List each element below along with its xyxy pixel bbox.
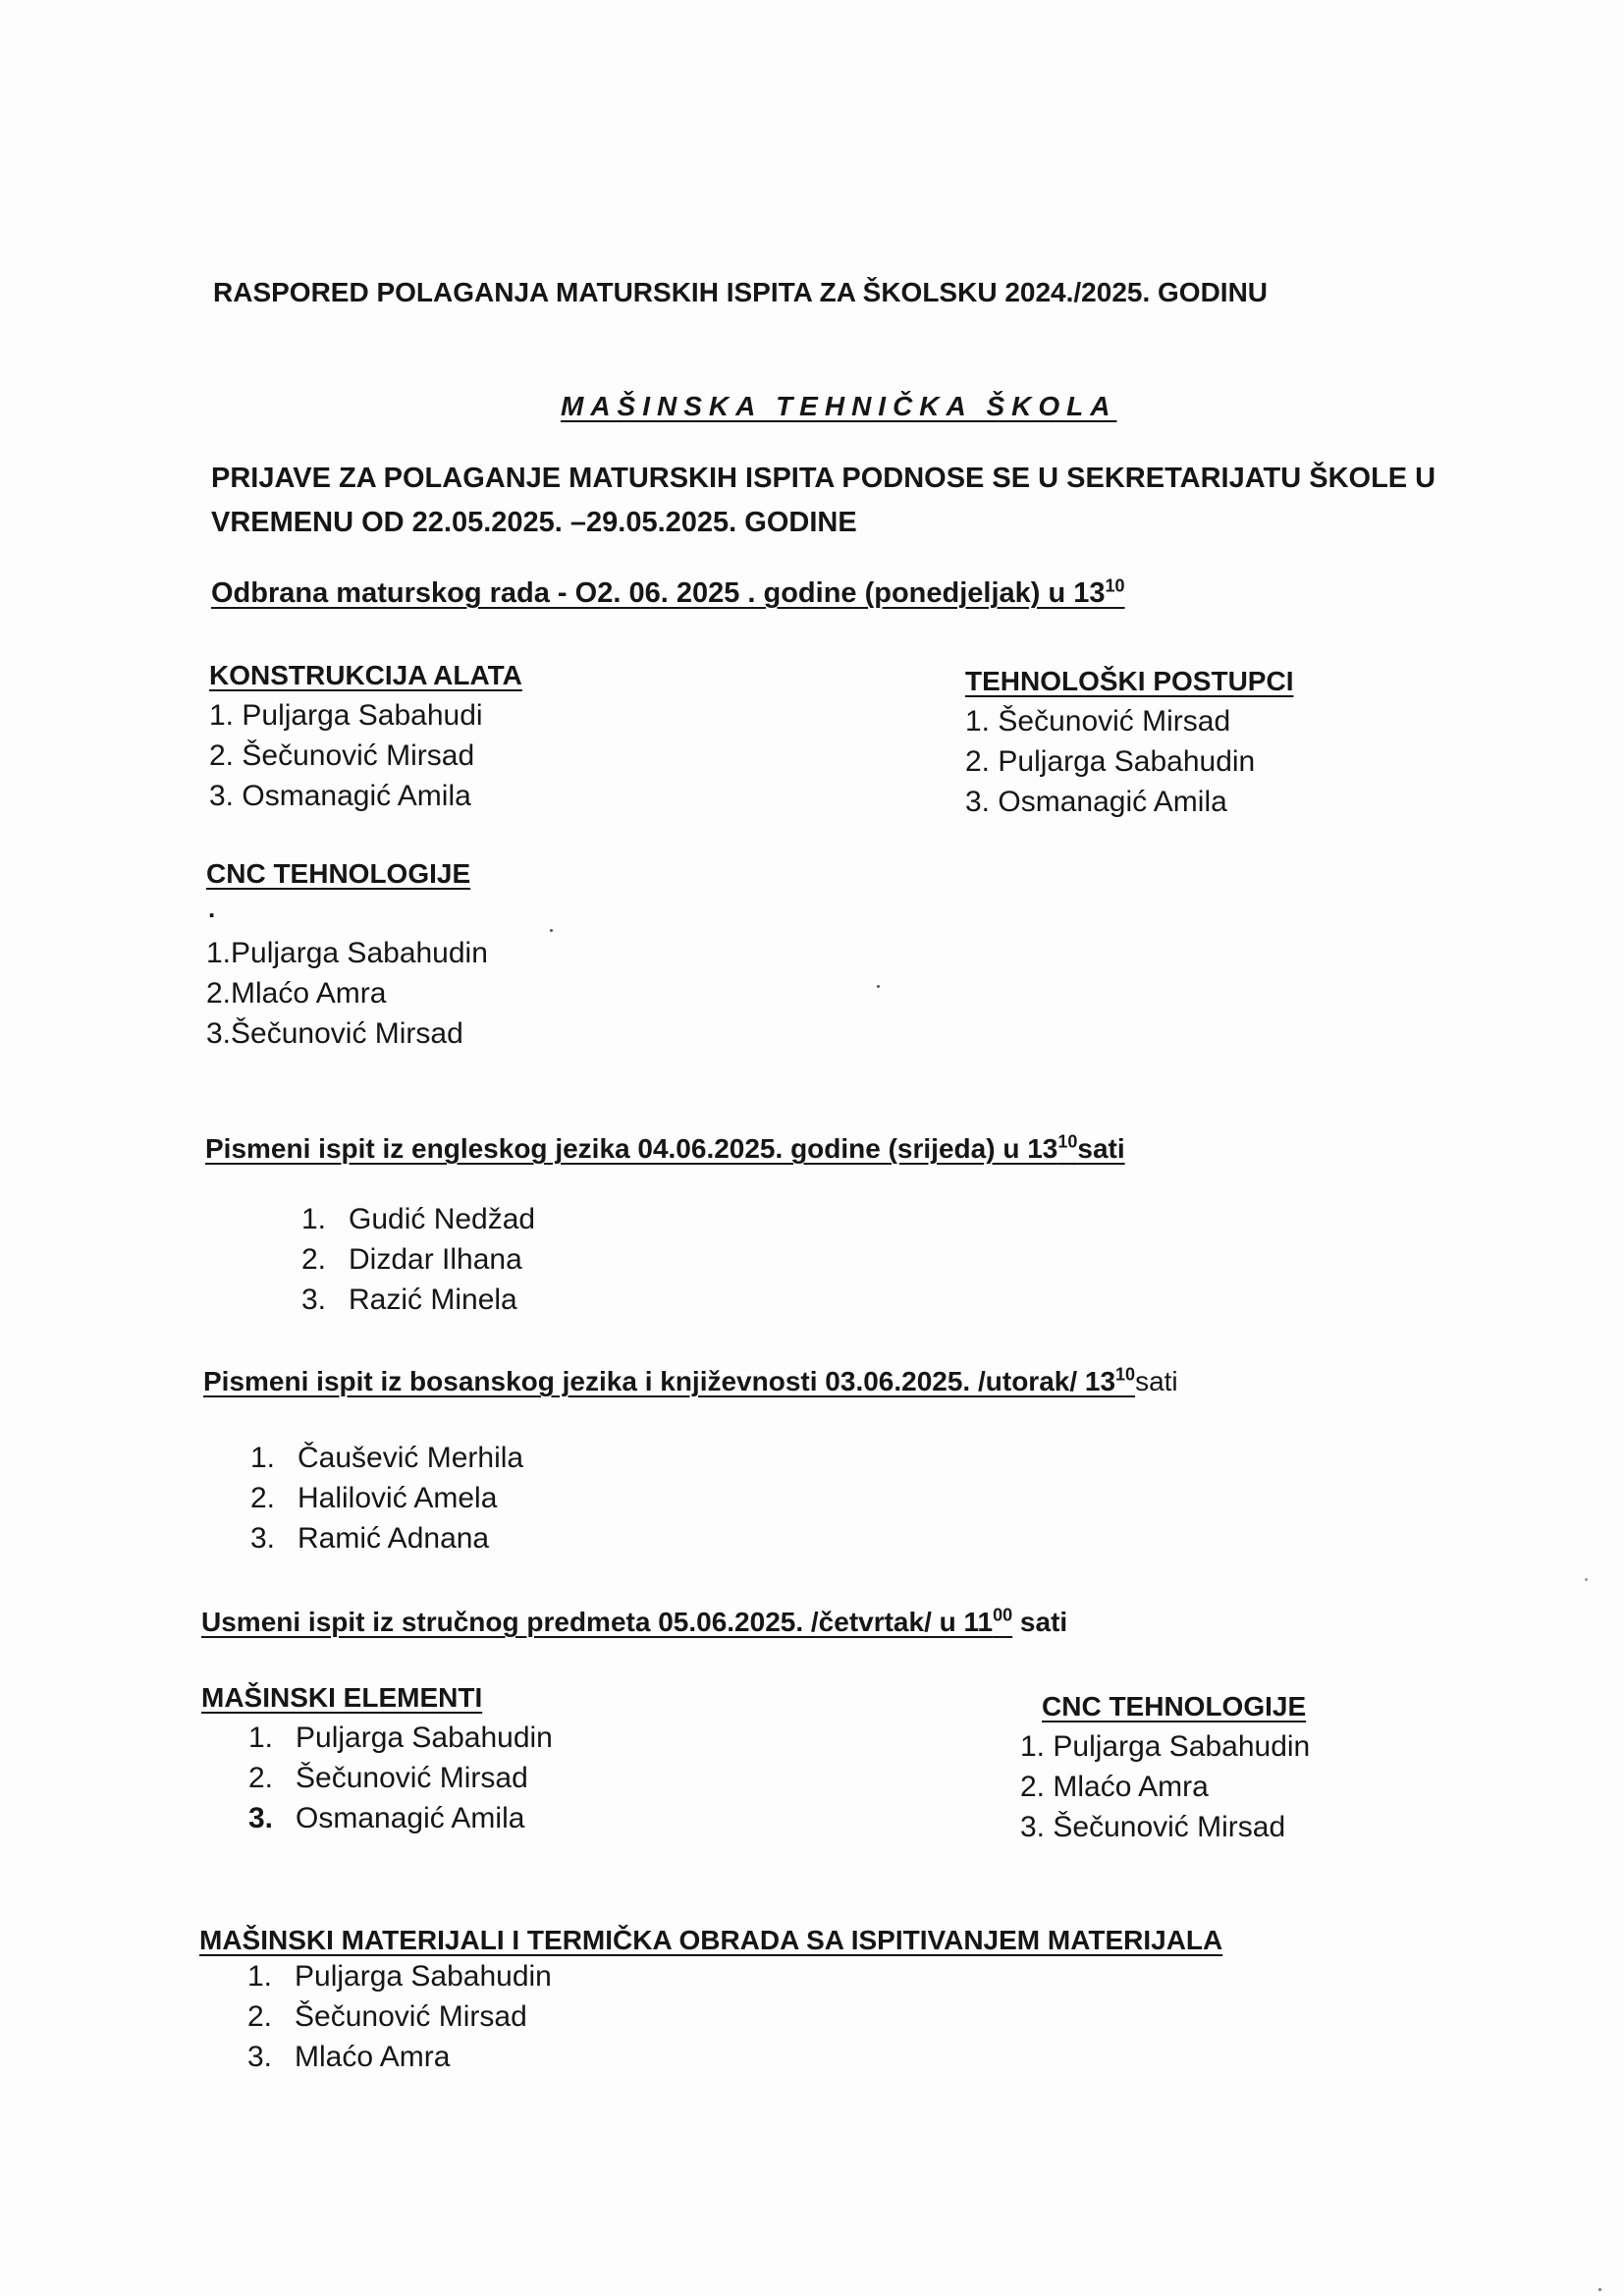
english-list	[301, 1199, 535, 1320]
list-item: 1.Puljarga Sabahudin	[206, 937, 488, 969]
english-heading: Pismeni ispit iz engleskog jezika 04.06.2025. godine (srijeda) u $13^{10}sati$	[205, 1131, 1125, 1164]
list-item: 2. Šečunović Mirsad	[209, 739, 475, 772]
list-item: 3. Osmanagić Amila	[965, 786, 1227, 818]
list-item: 1. Puljarga Sabahudi	[209, 699, 483, 732]
cnc-oral-title: CNC TEHNOLOGIJE	[1042, 1691, 1307, 1722]
scan-speck	[877, 985, 880, 988]
scan-speck	[1585, 1578, 1588, 1581]
list-item: 3. Razić Minela	[301, 1284, 517, 1316]
document-title: RASPORED POLAGANJA MATURSKIH ISPITA ZA ŠKOLSKU 2024./2025. GODINU	[213, 277, 1269, 307]
cnc-defense-dot: .	[208, 894, 216, 923]
list-item: 2. Puljarga Sabahudin	[965, 745, 1256, 778]
list-item: 2. Halilović Amela	[250, 1482, 498, 1514]
registration-line-1: PRIJAVE ZA POLAGANJE MATURSKIH ISPITA PODNOSE SE U SEKRETARIJATU ŠKOLE U	[211, 463, 1436, 494]
list-item: 1. Puljarga Sabahudin	[247, 1960, 552, 1993]
materijali-title: MAŠINSKI MATERIJALI I TERMIČKA OBRADA SA ISPITIVANJEM MATERIJALA	[199, 1925, 1223, 1955]
konstrukcija-list	[209, 695, 483, 816]
list-item: 3. Osmanagić Amila	[248, 1802, 525, 1834]
list-item: 2. Šečunović Mirsad	[247, 2000, 527, 2033]
bosnian-list	[250, 1438, 523, 1558]
list-item: 1. Šečunović Mirsad	[965, 705, 1231, 738]
list-item: 1. Gudić Nedžad	[301, 1203, 536, 1235]
defense-heading: Odbrana maturskog rada - O2. 06. 2025 . godine (ponedjeljak) u $13^{10}$	[211, 575, 1125, 609]
school-name: MAŠINSKA TEHNIČKA ŠKOLA	[561, 391, 1117, 421]
list-item: 2. Mlaćo Amra	[1020, 1771, 1209, 1803]
tehnoloski-title: TEHNOLOŠKI POSTUPCI	[965, 666, 1294, 696]
list-item: 2.Mlaćo Amra	[206, 977, 387, 1010]
konstrukcija-title: KONSTRUKCIJA ALATA	[209, 660, 522, 690]
registration-line-2: VREMENU OD 22.05.2025. –29.05.2025. GODINE	[211, 507, 857, 538]
elementi-title: MAŠINSKI ELEMENTI	[201, 1682, 483, 1713]
list-item: 3. Šečunović Mirsad	[1020, 1811, 1286, 1843]
bosnian-heading: Pismeni ispit iz bosanskog jezika i književnosti 03.06.2025. /utorak/ $13^{10}sati$	[203, 1364, 1178, 1396]
materijali-list	[247, 1956, 552, 2077]
list-item: 3. Osmanagić Amila	[209, 780, 471, 812]
elementi-list	[248, 1718, 553, 1838]
list-item: 1. Puljarga Sabahudin	[1020, 1730, 1311, 1763]
list-item: 3.Šečunović Mirsad	[206, 1017, 463, 1050]
tehnoloski-list	[965, 701, 1255, 822]
list-item: 2. Dizdar Ilhana	[301, 1243, 522, 1276]
cnc-oral-list	[1020, 1726, 1310, 1847]
list-item: 3. Mlaćo Amra	[247, 2041, 451, 2073]
scan-speck	[550, 929, 553, 932]
cnc-defense-list	[206, 933, 488, 1054]
scan-speck	[1598, 2288, 1601, 2291]
list-item: 1. Puljarga Sabahudin	[248, 1722, 553, 1754]
cnc-defense-title: CNC TEHNOLOGIJE	[206, 858, 471, 889]
list-item: 3. Ramić Adnana	[250, 1522, 490, 1555]
list-item: 2. Šečunović Mirsad	[248, 1762, 528, 1794]
oral-heading: Usmeni ispit iz stručnog predmeta 05.06.2025. /četvrtak/ u $11^{00}$ sati	[201, 1605, 1068, 1637]
list-item: 1. Čaušević Merhila	[250, 1442, 524, 1474]
